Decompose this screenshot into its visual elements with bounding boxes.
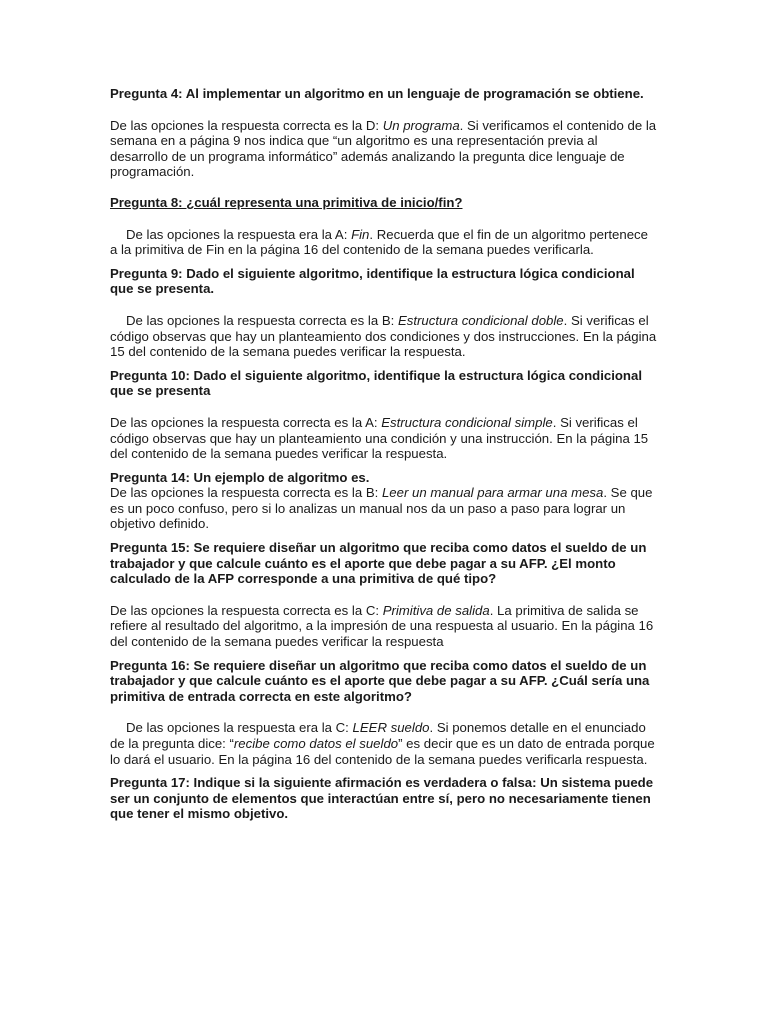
question-14-heading: Pregunta 14: Un ejemplo de algoritmo es. [110,469,370,485]
answer-10-text [110,415,658,462]
answer-4-pre: De las opciones la respuesta correcta es la D: [110,117,383,133]
answer-8-post: . Recuerda que el fin de un algoritmo pertenece a la primitiva de Fin en la página 16 del contenido de la semana puedes verificarla. [110,226,648,258]
answer-4-text [110,118,658,180]
question-17-heading: Pregunta 17: Indique si la siguiente afirmación es verdadera o falsa: Un sistema puede ser un conjunto de elementos que interactúan entre sí, pero no necesariamente tienen que tener el mismo objetivo. [110,775,654,822]
answer-15-text [110,603,658,650]
answer-9-pre: De las opciones la respuesta correcta es la B: [126,312,398,328]
answer-9-text [110,313,658,360]
answer-14-option: Leer un manual para armar una mesa [381,485,604,501]
answer-4-option: Un programa [382,117,460,133]
answer-16-text [110,720,658,767]
question-4-heading: Pregunta 4: Al implementar un algoritmo en un lenguaje de programación se obtiene. [110,86,644,101]
answer-16-pre: De las opciones la respuesta era la C: [126,720,353,736]
answer-9-option: Estructura condicional doble [397,312,564,328]
answer-10-option: Estructura condicional simple [381,414,553,430]
answer-14-pre: De las opciones la respuesta correcta es la B: [110,485,382,501]
document-content [110,86,658,822]
answer-15-pre: De las opciones la respuesta correcta es la C: [110,602,383,618]
answer-16-post2: ” es decir que es un dato de entrada porque lo dará el usuario. En la página 16 del contenido de la semana puedes verificarla respuesta. [110,736,655,767]
question-10-heading: Pregunta 10: Dado el siguiente algoritmo, identifique la estructura lógica condicional que se presenta [110,367,642,399]
question-16-heading: Pregunta 16: Se requiere diseñar un algoritmo que reciba como datos el sueldo de un trabajador y que calcule cuánto es el aporte que debe pagar a su AFP. ¿Cuál sería una primitiva de entrada correcta en este algoritmo? [110,657,650,704]
answer-15-post: . La primitiva de salida se refiere al resultado del algoritmo, a la impresión de una respuesta al usuario. En la página 16 del contenido de la semana puedes verificar la respuesta [110,602,654,650]
answer-4-post: . Si verificamos el contenido de la semana en a página 9 nos indica que “un algoritmo es una representación previa al desarrollo de un programa informático” además analizando la pregunta dice lenguaje de programación. [110,117,657,180]
question-8-heading: Pregunta 8: ¿cuál representa una primitiva de inicio/fin? [110,194,463,210]
question-9-heading: Pregunta 9: Dado el siguiente algoritmo, identifique la estructura lógica condicional que se presenta. [110,265,635,297]
answer-16-post: . Si ponemos detalle en el enunciado de la pregunta dice: “ [110,720,646,751]
question-15-heading: Pregunta 15: Se requiere diseñar un algoritmo que reciba como datos el sueldo de un trabajador y que calcule cuánto es el aporte que debe pagar a su AFP. ¿El monto calculado de la AFP corresponde a una primitiva de qué tipo? [110,540,647,587]
answer-14-post: . Se que es un poco confuso, pero si lo analizas un manual nos da un paso a paso para lograr un objetivo definido. [110,485,653,532]
answer-16-quote: recibe como datos el sueldo [233,736,399,751]
answer-8-option: Fin [351,226,370,242]
answer-15-option: Primitiva de salida [382,602,490,618]
answer-10-pre: De las opciones la respuesta correcta es la A: [110,414,382,430]
answer-9-post: . Si verificas el código observas que hay un planteamiento dos condiciones y dos instrucciones. En la página 15 del contenido de la semana puedes verificar la respuesta. [110,312,657,360]
answer-10-post: . Si verificas el código observas que hay un planteamiento una condición y una instrucción. En la página 15 del contenido de la semana puedes verificar la respuesta. [110,414,649,462]
answer-8-pre: De las opciones la respuesta era la A: [126,226,352,242]
answer-16-option: LEER sueldo [352,720,430,736]
answer-14-text [110,485,658,532]
answer-8-text [110,227,658,258]
